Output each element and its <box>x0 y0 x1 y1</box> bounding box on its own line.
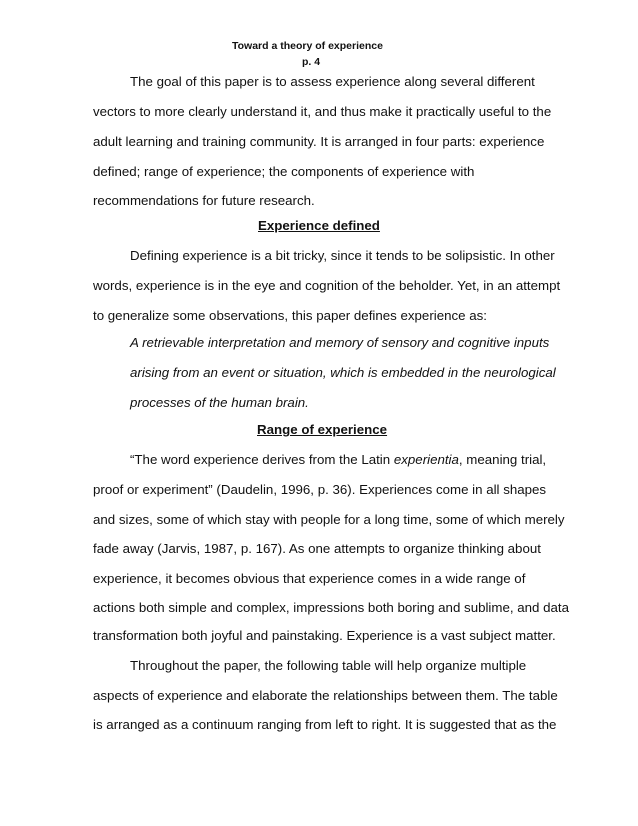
definition-quote-line: arising from an event or situation, which is embedded in the neurological <box>130 365 556 380</box>
body-line: is arranged as a continuum ranging from left to right. It is suggested that as the <box>93 717 557 732</box>
body-line: fade away (Jarvis, 1987, p. 167). As one attempts to organize thinking about <box>93 541 541 556</box>
body-line: The goal of this paper is to assess experience along several different <box>130 74 535 89</box>
body-line: transformation both joyful and painstaking. Experience is a vast subject matter. <box>93 628 556 643</box>
definition-quote-line: processes of the human brain. <box>130 395 309 410</box>
body-line: proof or experiment” (Daudelin, 1996, p. 36). Experiences come in all shapes <box>93 482 547 497</box>
body-text: “The word experience derives from the Latin <box>130 452 394 467</box>
latin-term: experientia <box>393 452 459 467</box>
body-line: experience, it becomes obvious that experience comes in a wide range of <box>93 571 526 586</box>
section-heading-range-of-experience: Range of experience <box>257 422 388 437</box>
page-number: p. 4 <box>302 56 321 68</box>
running-title: Toward a theory of experience <box>232 40 383 52</box>
body-text: , meaning trial, <box>458 452 547 467</box>
body-line: to generalize some observations, this paper defines experience as: <box>93 308 487 323</box>
body-line: actions both simple and complex, impressions both boring and sublime, and data <box>93 600 570 615</box>
body-line: defined; range of experience; the components of experience with <box>93 164 475 179</box>
body-line: aspects of experience and elaborate the relationships between them. The table <box>93 688 558 703</box>
body-line: Throughout the paper, the following table will help organize multiple <box>130 658 527 673</box>
body-line: recommendations for future research. <box>93 193 315 208</box>
body-line: vectors to more clearly understand it, and thus make it practically useful to the <box>93 104 552 119</box>
definition-quote-line: A retrievable interpretation and memory of sensory and cognitive inputs <box>130 335 550 350</box>
body-line: adult learning and training community. It is arranged in four parts: experience <box>93 134 545 149</box>
body-line: and sizes, some of which stay with people for a long time, some of which merely <box>93 512 565 527</box>
body-line <box>130 452 546 468</box>
body-line: words, experience is in the eye and cognition of the beholder. Yet, in an attempt <box>93 278 561 293</box>
body-line: Defining experience is a bit tricky, since it tends to be solipsistic. In other <box>130 248 555 263</box>
section-heading-experience-defined: Experience defined <box>258 218 380 233</box>
